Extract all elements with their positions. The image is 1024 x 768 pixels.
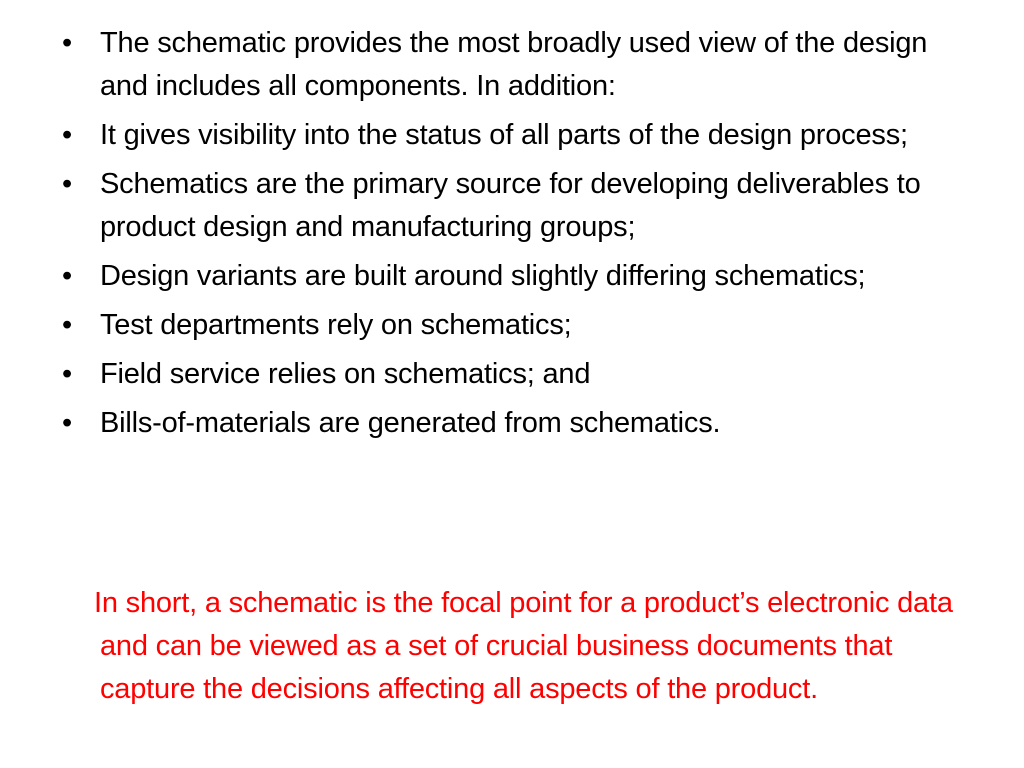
bullet-icon: • [62,119,72,151]
bullet-item [62,255,962,298]
bullet-text: Schematics are the primary source for developing deliverables to product design and manufacturing groups; [100,168,921,243]
bullet-icon: • [62,358,72,390]
bullet-item [62,22,962,108]
bullet-icon: • [62,309,72,341]
bullet-item [62,304,962,347]
bullet-text: The schematic provides the most broadly used view of the design and includes all components. In addition: [100,27,928,102]
bullet-item [62,163,962,249]
bullet-text: Bills-of-materials are generated from schematics. [100,407,721,439]
bullet-icon: • [62,168,72,200]
bullet-text: Test departments rely on schematics; [100,309,572,341]
bullet-text: Design variants are built around slightly differing schematics; [100,260,866,292]
bullet-list [62,22,962,451]
bullet-icon: • [62,407,72,439]
bullet-icon: • [62,260,72,292]
bullet-icon: • [62,27,72,59]
bullet-item [62,402,962,445]
bullet-text: It gives visibility into the status of all parts of the design process; [100,119,908,151]
bullet-text: Field service relies on schematics; and [100,358,591,390]
bullet-item [62,353,962,396]
bullet-item [62,114,962,157]
summary-paragraph: In short, a schematic is the focal point for a product’s electronic data and can be viewed as a set of crucial business documents that capture the decisions affecting all aspects of the product. [94,587,953,705]
